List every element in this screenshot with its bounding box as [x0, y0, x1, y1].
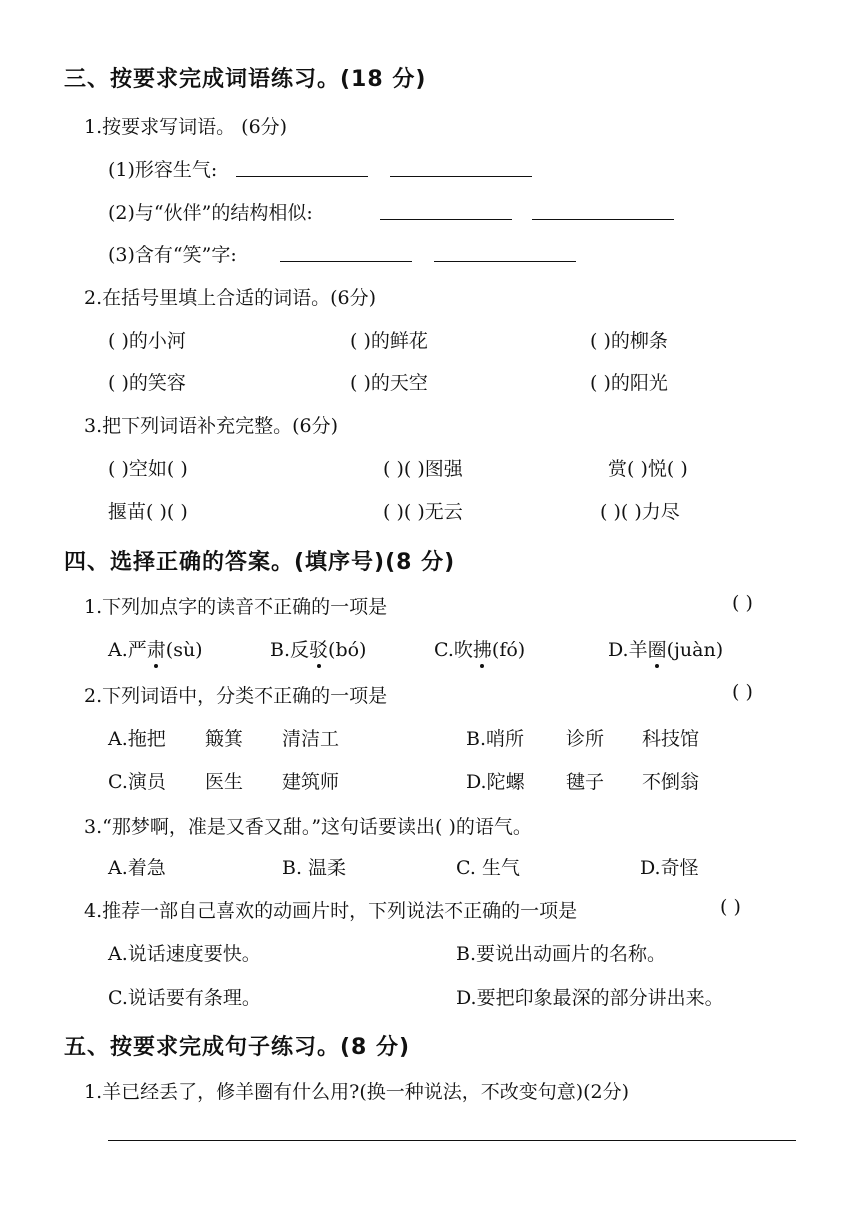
dotted-char: 拂 — [473, 635, 492, 662]
q3-3-stem: 3.把下列词语补充完整。(6分) — [84, 415, 339, 437]
option-text: A.严 — [108, 639, 147, 661]
option: A.着急 — [108, 857, 166, 879]
fill-item: ( )的柳条 — [590, 330, 668, 352]
answer-paren[interactable]: ( ) — [732, 592, 753, 614]
section-3-title: 三、按要求完成词语练习。(18 分) — [64, 67, 427, 92]
option: C.说话要有条理。 — [108, 987, 261, 1009]
option-b-word: 科技馆 — [642, 728, 700, 750]
fill-item: ( )的小河 — [108, 330, 186, 352]
answer-line[interactable] — [108, 1140, 796, 1141]
q3-2-stem: 2.在括号里填上合适的词语。(6分) — [84, 287, 377, 309]
option: A.说话速度要快。 — [108, 943, 261, 965]
option-b-word: B.哨所 — [466, 728, 525, 750]
option-c-word: 建筑师 — [282, 771, 340, 793]
idiom-item: ( )( )图强 — [383, 458, 463, 480]
answer-blank[interactable] — [380, 219, 512, 220]
idiom-item: 揠苗( )( ) — [108, 501, 188, 523]
fill-item: ( )的笑容 — [108, 372, 186, 394]
pinyin: (juàn) — [666, 639, 724, 661]
idiom-item: ( )空如( ) — [108, 458, 188, 480]
answer-blank[interactable] — [434, 261, 576, 262]
q4-1-stem: 1.下列加点字的读音不正确的一项是 — [84, 596, 388, 618]
dotted-char: 圈 — [648, 635, 667, 662]
q4-2-stem: 2.下列词语中，分类不正确的一项是 — [84, 685, 388, 707]
option: B.要说出动画片的名称。 — [456, 943, 667, 965]
idiom-item: 赏( )悦( ) — [608, 458, 688, 480]
q3-1-item-2: (2)与“伙伴”的结构相似: — [108, 202, 313, 224]
section-5-title: 五、按要求完成句子练习。(8 分) — [64, 1035, 411, 1060]
option-a-word: 清洁工 — [282, 728, 340, 750]
option-a-word: 簸箕 — [205, 728, 244, 750]
fill-item: ( )的鲜花 — [350, 330, 428, 352]
idiom-item: ( )( )无云 — [383, 501, 463, 523]
pinyin: (sù) — [165, 639, 203, 661]
option-d-word: 毽子 — [566, 771, 605, 793]
option-text: B.反 — [270, 639, 310, 661]
answer-paren[interactable]: ( ) — [720, 896, 741, 918]
dotted-char: 肃 — [147, 635, 166, 662]
option-c-word: 医生 — [205, 771, 244, 793]
q4-3-stem: 3.“那梦啊，准是又香又甜。”这句话要读出( )的语气。 — [84, 816, 532, 838]
answer-blank[interactable] — [280, 261, 412, 262]
answer-blank[interactable] — [532, 219, 674, 220]
option-d — [608, 635, 723, 662]
pinyin: (fó) — [491, 639, 526, 661]
q5-1-stem: 1.羊已经丢了，修羊圈有什么用?(换一种说法，不改变句意)(2分) — [84, 1081, 630, 1103]
option-b-word: 诊所 — [566, 728, 605, 750]
option: D.奇怪 — [640, 857, 699, 879]
q3-1-item-1: (1)形容生气: — [108, 159, 218, 181]
option: D.要把印象最深的部分讲出来。 — [456, 987, 724, 1009]
idiom-item: ( )( )力尽 — [600, 501, 680, 523]
section-4-title: 四、选择正确的答案。(填序号)(8 分) — [64, 550, 456, 575]
option-c-word: C.演员 — [108, 771, 166, 793]
option-c — [434, 635, 525, 662]
pinyin: (bó) — [328, 639, 367, 661]
option-a — [108, 635, 203, 662]
option-d-word: D.陀螺 — [466, 771, 525, 793]
option-b — [270, 635, 366, 662]
fill-item: ( )的天空 — [350, 372, 428, 394]
option-d-word: 不倒翁 — [642, 771, 700, 793]
option-text: D.羊 — [608, 639, 648, 661]
answer-blank[interactable] — [390, 176, 532, 177]
option-a-word: A.拖把 — [108, 728, 166, 750]
fill-item: ( )的阳光 — [590, 372, 668, 394]
q4-4-stem: 4.推荐一部自己喜欢的动画片时，下列说法不正确的一项是 — [84, 900, 578, 922]
answer-blank[interactable] — [236, 176, 368, 177]
q3-1-stem: 1.按要求写词语。 (6分) — [84, 116, 288, 138]
option: B. 温柔 — [282, 857, 347, 879]
option: C. 生气 — [456, 857, 520, 879]
dotted-char: 驳 — [309, 635, 328, 662]
answer-paren[interactable]: ( ) — [732, 681, 753, 703]
option-text: C.吹 — [434, 639, 473, 661]
q3-1-item-3: (3)含有“笑”字: — [108, 244, 237, 266]
